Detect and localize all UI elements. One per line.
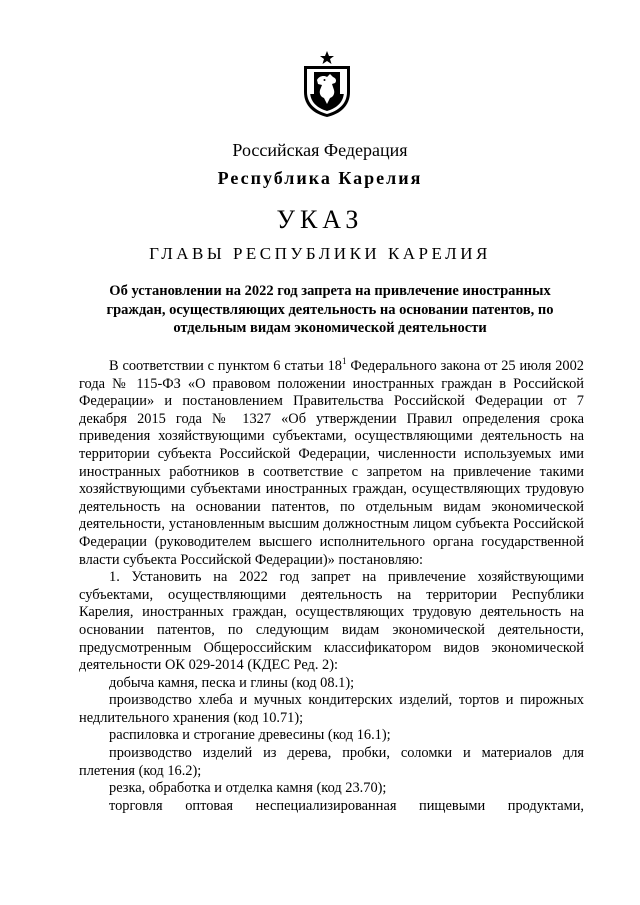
list-item: торговля оптовая неспециализированная пищевыми продуктами, [109, 797, 584, 814]
document-body [79, 358, 584, 815]
preamble-paragraph: В соответствии с пунктом 6 статьи $18^1$ Федерального закона от 25 июля 2002 года № 115-ФЗ «О правовом положении иностранных граждан в Российской Федерации» и постановлением Правительства Российской Федерации от 7 декабря 2015 года № 1327 «Об утверждении Правил определения срока приведения хозяйствующими субъектами, осуществляющими деятельность на территории субъекта Российской Федерации, численности используемых ими иностранных работников в соответствие с запретом на привлечение такими хозяйствующими субъектами иностранных граждан, осуществляющих трудовую деятельность на основании патентов, по отдельным видам экономической деятельности, установленным высшим должностным лицом субъекта Российской Федерации (руководителем высшего исполнительного органа государственной власти субъекта Российской Федерации)» постановляю: [79, 356, 584, 568]
list-item: резка, обработка и отделка камня (код 23.70); [109, 780, 387, 797]
issuer-name: ГЛАВЫ РЕСПУБЛИКИ КАРЕЛИЯ [149, 244, 491, 263]
document-title [80, 282, 580, 338]
list-item: распиловка и строгание древесины (код 16.1); [109, 727, 391, 744]
title-line: отдельным видам экономической деятельности [173, 320, 487, 336]
karelia-coat-of-arms-icon [300, 50, 354, 118]
list-item: добыча камня, песка и глины (код 08.1); [109, 674, 355, 691]
title-line: граждан, осуществляющих деятельность на основании патентов, по [106, 301, 554, 318]
title-line: Об установлении на 2022 год запрета на привлечение иностранных [109, 283, 551, 299]
country-name: Российская Федерация [232, 140, 408, 160]
list-item: производство изделий из дерева, пробки, соломки и материалов для плетения (код 16.2); [79, 745, 584, 779]
article-superscript: 1 [342, 356, 347, 367]
republic-name: Республика Карелия [217, 168, 423, 188]
item-paragraph: 1. Установить на 2022 год запрет на привлечение хозяйствующими субъектами, осуществляющими деятельность на территории Республики Карелия, иностранных граждан, осуществляющих трудовую деятельность на основании патентов, по следующим видам экономической деятельности, предусмотренным Общероссийским классификатором видов экономической деятельности ОК 029-2014 (КДЕС Ред. 2): [79, 569, 584, 674]
list-item: производство хлеба и мучных кондитерских изделий, тортов и пирожных недлительного хранения (код 10.71); [79, 692, 584, 726]
document-type: УКАЗ [276, 205, 364, 234]
